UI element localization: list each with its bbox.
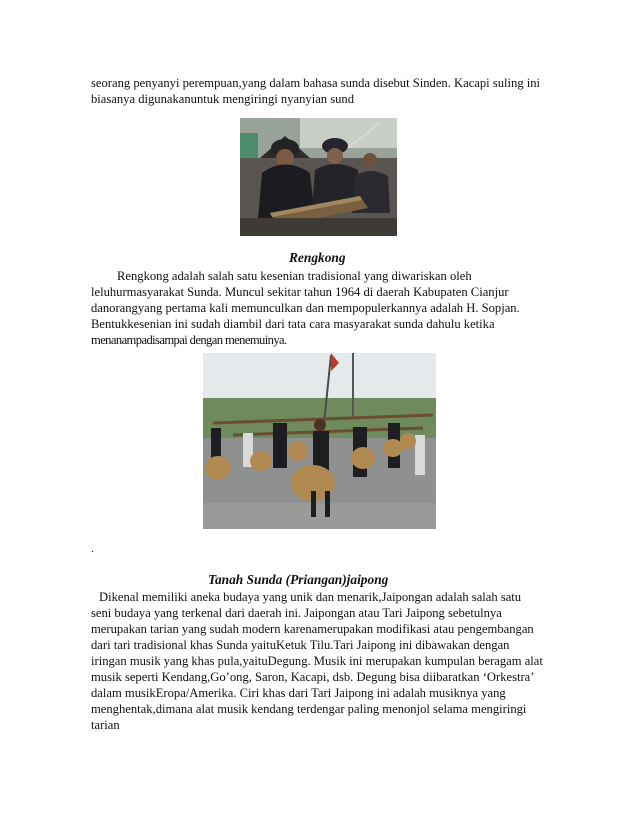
jaipong-line: menghentak,dimana alat musik kendang terdengar paling menonjol selama mengiringi <box>91 702 527 716</box>
jaipong-heading: Tanah Sunda (Priangan)jaipong <box>208 572 389 587</box>
jaipong-line: seni budaya yang terkenal dari daerah ini. Jaipongan atau Tari Jaipong sebetulnya <box>91 606 502 620</box>
jaipong-line: musik seperti Kendang,Go’ong, Saron, Kacapi, dsb. Degung bisa diibaratkan ‘Orkestra’ <box>91 670 535 684</box>
rengkong-photo <box>203 353 436 529</box>
jaipong-line: dari tari tradisional khas Sunda yaituKetuk Tilu.Tari Jaipong ini dibawakan dengan <box>91 638 510 652</box>
intro-line: seorang penyanyi perempuan,yang dalam bahasa sunda disebut Sinden. Kacapi suling ini <box>91 76 541 90</box>
jaipong-line: dalam musikEropa/Amerika. Ciri khas dari Tari Jaipong ini adalah musiknya yang <box>91 686 506 700</box>
rengkong-line: danorangyang pertama kali memunculkan dan mempopulerkannya adalah H. Sopjan. <box>91 301 520 315</box>
jaipong-line: iringan musik yang khas pula,yaituDegung. Musik ini merupakan kumpulan beragam alat <box>91 654 543 668</box>
jaipong-paragraph <box>91 589 561 733</box>
jaipong-line: merupakan tarian yang sudah modern karenamerupakan modifikasi atau pengembangan <box>91 622 534 636</box>
rengkong-line: menanampadisampai dengan menemuinya. <box>91 333 287 347</box>
rengkong-paragraph <box>91 268 561 348</box>
jaipong-line: Dikenal memiliki aneka budaya yang unik dan menarik,Jaipongan adalah salah satu <box>99 590 522 604</box>
kacapi-suling-photo <box>240 118 397 236</box>
jaipong-line: tarian <box>91 718 120 732</box>
rengkong-heading: Rengkong <box>289 250 346 265</box>
intro-line: biasanya digunakanuntuk mengiringi nyanyian sund <box>91 92 355 106</box>
rengkong-line: Bentukkesenian ini sudah diambil dari tata cara masyarakat sunda dahulu ketika <box>91 317 495 331</box>
intro-paragraph <box>91 75 561 107</box>
rengkong-line: Rengkong adalah salah satu kesenian tradisional yang diwariskan oleh <box>117 269 472 283</box>
separator-dot: . <box>91 541 94 555</box>
rengkong-line: leluhurmasyarakat Sunda. Muncul sekitar tahun 1964 di daerah Kabupaten Cianjur <box>91 285 509 299</box>
